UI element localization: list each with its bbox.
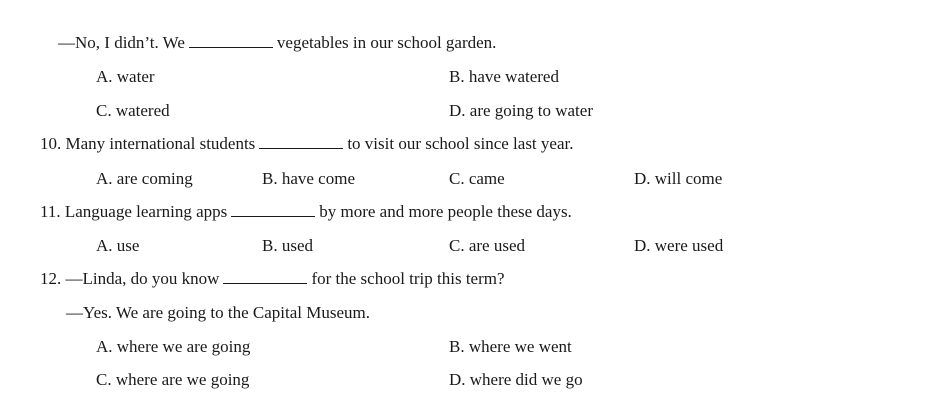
q12-option-a: A. where we are going: [96, 337, 251, 356]
q9-blank: [189, 46, 273, 48]
q9-option-a: A. water: [96, 67, 155, 86]
q10-stem-after: to visit our school since last year.: [347, 134, 574, 153]
q11-stem-before: 11. Language learning apps: [40, 202, 228, 221]
q10-option-c: C. came: [449, 169, 505, 188]
q10-stem: [40, 133, 573, 155]
q11-stem: [40, 201, 572, 223]
q11-option-a: A. use: [96, 236, 140, 255]
q9-answer-before: —No, I didn’t. We: [58, 33, 185, 52]
q12-blank: [223, 282, 307, 284]
q11-stem-after: by more and more people these days.: [319, 202, 572, 221]
q12-stem: [40, 268, 505, 290]
q9-answer-line: [58, 32, 496, 54]
q10-blank: [259, 147, 343, 149]
q11-option-b: B. used: [262, 236, 313, 255]
q9-option-d: D. are going to water: [449, 101, 593, 120]
q12-option-d: D. where did we go: [449, 370, 583, 389]
q11-option-c: C. are used: [449, 236, 526, 255]
q9-option-c: C. watered: [96, 101, 170, 120]
q12-stem-after: for the school trip this term?: [311, 269, 505, 288]
q9-option-b: B. have watered: [449, 67, 559, 86]
q12-reply: —Yes. We are going to the Capital Museum.: [66, 303, 370, 322]
q12-option-b: B. where we went: [449, 337, 572, 356]
q10-stem-before: 10. Many international students: [40, 134, 256, 153]
q12-stem-before: 12. —Linda, do you know: [40, 269, 220, 288]
q10-option-a: A. are coming: [96, 169, 193, 188]
q10-option-d: D. will come: [634, 169, 723, 188]
q10-option-b: B. have come: [262, 169, 355, 188]
q11-option-d: D. were used: [634, 236, 724, 255]
q12-option-c: C. where are we going: [96, 370, 250, 389]
q9-answer-after: vegetables in our school garden.: [276, 33, 497, 52]
q11-blank: [231, 215, 315, 217]
